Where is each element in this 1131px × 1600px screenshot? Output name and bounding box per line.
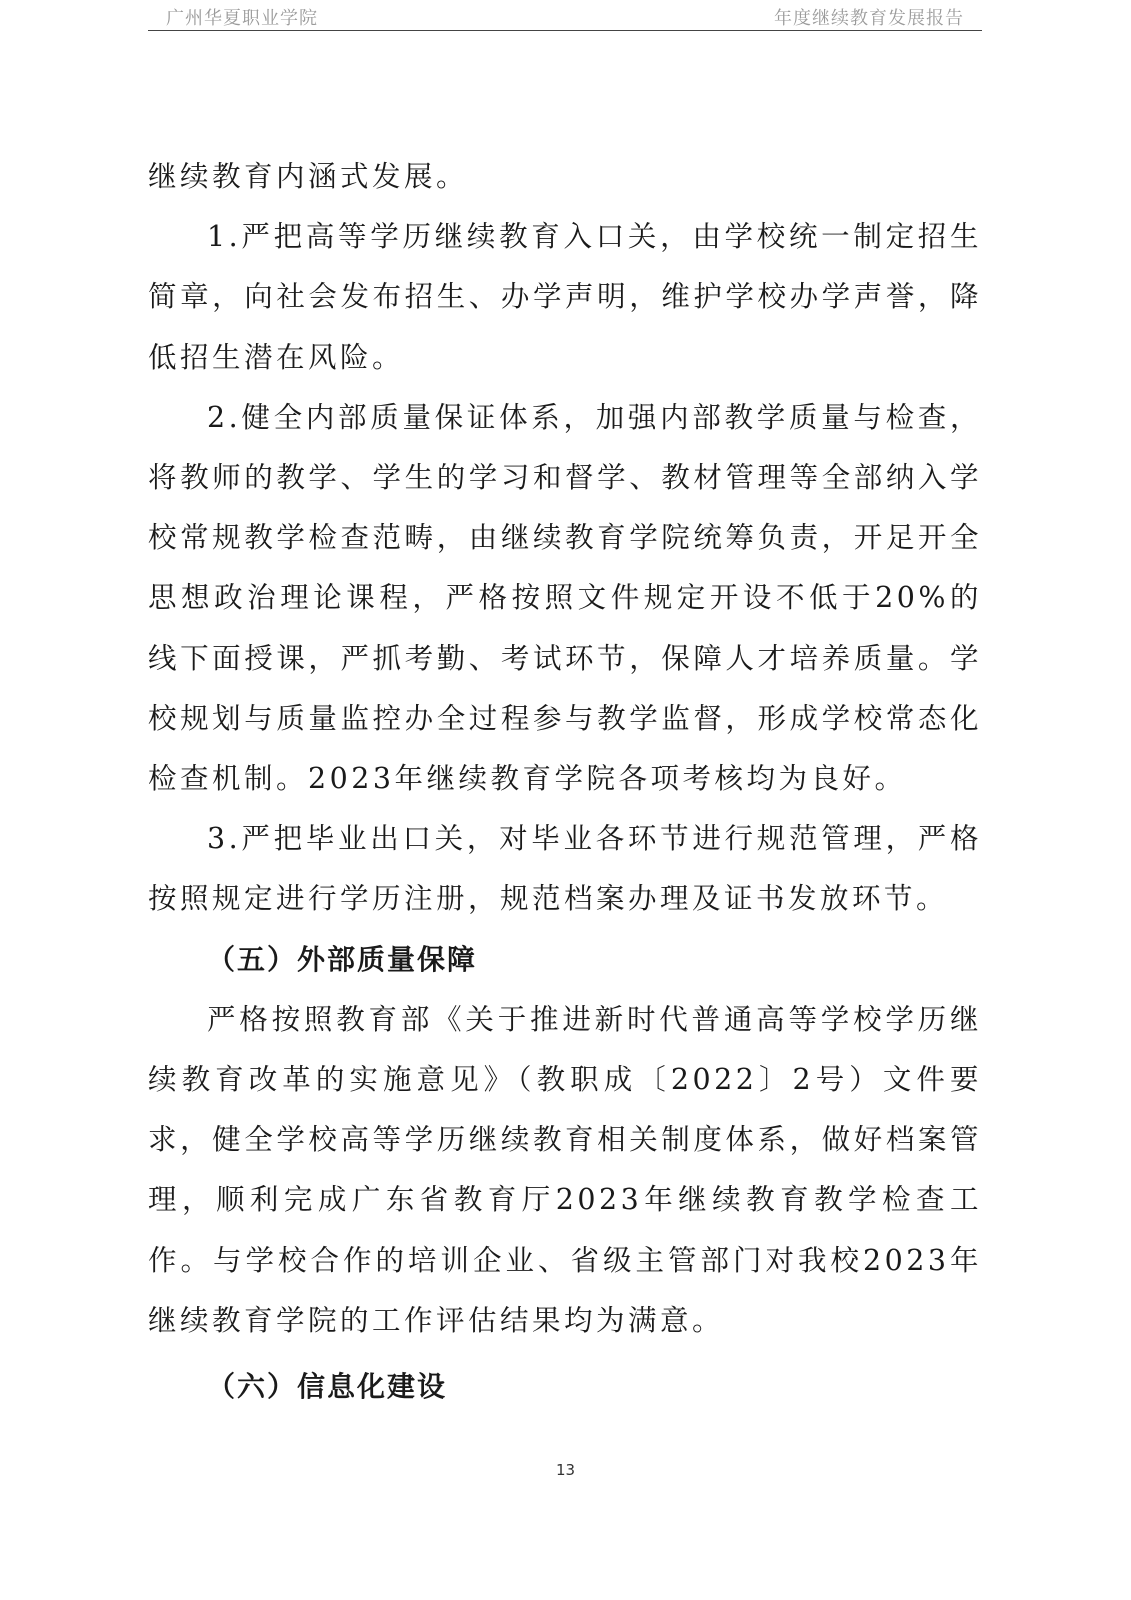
page-number: 13 (555, 1461, 576, 1479)
section-heading-external-quality: （五）外部质量保障 (207, 942, 478, 976)
header-report-title: 年度继续教育发展报告 (774, 8, 964, 29)
document-body (148, 147, 982, 1417)
paragraph-continuation: 继续教育内涵式发展。 (148, 160, 469, 193)
paragraph-item-1: 1.严把高等学历继续教育入口关，由学校统一制定招生简章，向社会发布招生、办学声明，维护学校办学声誉，降低招生潜在风险。 (148, 220, 982, 374)
header-institution: 广州华夏职业学院 (166, 8, 318, 29)
paragraph-item-3: 3.严把毕业出口关，对毕业各环节进行规范管理，严格按照规定进行学历注册，规范档案办理及证书发放环节。 (148, 822, 982, 916)
page-header (148, 0, 982, 31)
section-heading-informatization: （六）信息化建设 (207, 1370, 448, 1404)
paragraph-external-quality: 严格按照教育部《关于推进新时代普通高等学校学历继续教育改革的实施意见》（教职成〔2022〕2号）文件要求，健全学校高等学历继续教育相关制度体系，做好档案管理，顺利完成广东省教育厅2023年继续教育教学检查工作。与学校合作的培训企业、省级主管部门对我校2023年继续教育学院的工作评估结果均为满意。 (148, 1002, 982, 1337)
paragraph-item-2: 2.健全内部质量保证体系，加强内部教学质量与检查，将教师的教学、学生的学习和督学、教材管理等全部纳入学校常规教学检查范畴，由继续教育学院统筹负责，开足开全思想政治理论课程，严格按照文件规定开设不低于20%的线下面授课，严抓考勤、考试环节，保障人才培养质量。学校规划与质量监控办全过程参与教学监督，形成学校常态化检查机制。2023年继续教育学院各项考核均为良好。 (148, 400, 982, 796)
